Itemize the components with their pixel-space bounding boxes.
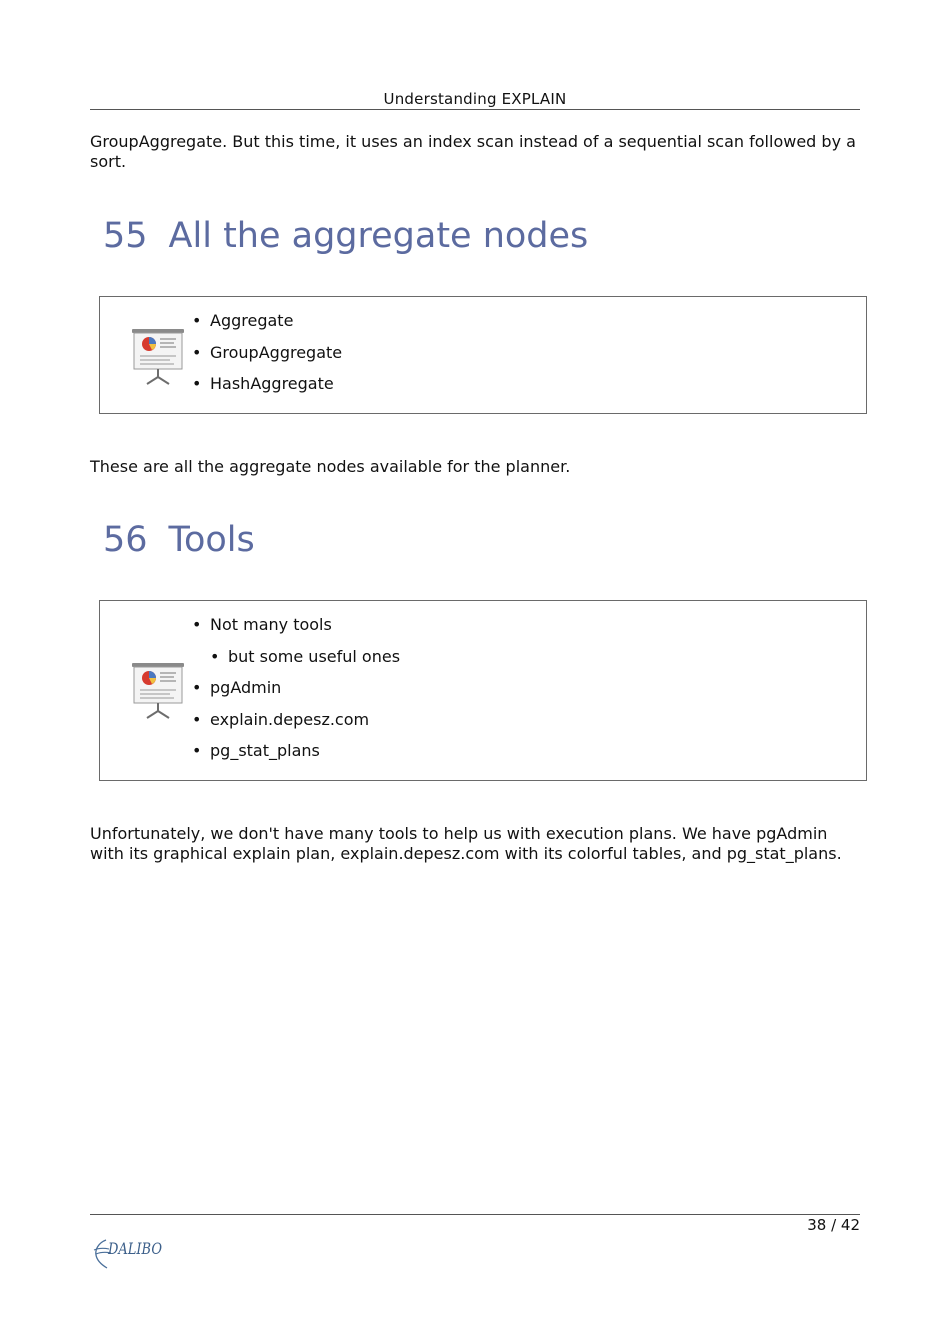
presentation-icon — [130, 327, 186, 385]
slide-box-tools — [99, 600, 867, 781]
slide-box-aggregate-nodes — [99, 296, 867, 414]
section-heading-55 — [103, 216, 588, 256]
logo-text: DALIBO — [107, 1239, 162, 1258]
footer-divider — [90, 1214, 860, 1215]
list-item: • but some useful ones — [208, 647, 400, 679]
list-item: • explain.depesz.com — [190, 710, 400, 742]
section-number: 55 — [103, 216, 148, 256]
bullet-list-aggregate-nodes — [190, 311, 342, 406]
bullet-list-tools — [190, 615, 400, 773]
section-title: All the aggregate nodes — [168, 216, 589, 256]
intro-paragraph: GroupAggregate. But this time, it uses an index scan instead of a sequential scan followed by a sort. — [90, 132, 856, 171]
list-item: • Aggregate — [190, 311, 342, 343]
header-divider — [90, 109, 860, 110]
section-title: Tools — [168, 520, 255, 560]
list-item: • pgAdmin — [190, 678, 400, 710]
page-number: 38 / 42 — [807, 1216, 860, 1234]
list-item: • HashAggregate — [190, 374, 342, 406]
section-55-paragraph: These are all the aggregate nodes available for the planner. — [90, 457, 571, 476]
section-number: 56 — [103, 520, 148, 560]
dalibo-logo — [92, 1234, 164, 1270]
section-56-paragraph: Unfortunately, we don't have many tools to help us with execution plans. We have pgAdmin with its graphical explain plan, explain.depesz.com with its colorful tables, and pg_stat_plans. — [90, 824, 842, 863]
section-heading-56 — [103, 520, 255, 560]
running-header: Understanding EXPLAIN — [383, 90, 567, 108]
presentation-icon — [130, 661, 186, 719]
list-item: • pg_stat_plans — [190, 741, 400, 773]
list-item: • GroupAggregate — [190, 343, 342, 375]
list-item: • Not many tools — [190, 615, 400, 647]
